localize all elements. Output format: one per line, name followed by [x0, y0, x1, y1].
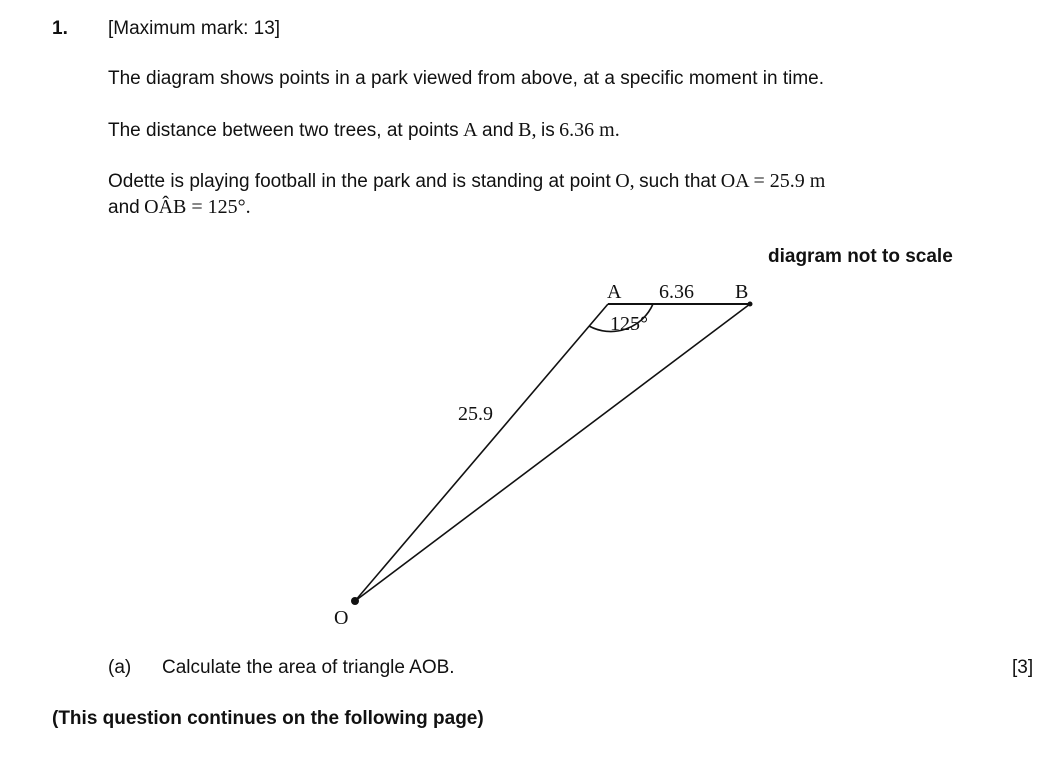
distance-value: 6.36 m.: [559, 119, 620, 141]
part-a-question: [162, 657, 455, 679]
part-a-text: Calculate the area of triangle AOB.: [162, 657, 455, 678]
part-a-label: (a): [108, 657, 132, 678]
diagram-note: diagram not to scale: [768, 246, 953, 267]
part-a-marks: [3]: [1012, 657, 1034, 678]
segment-oa: [355, 304, 608, 601]
point-a-text: A: [463, 119, 478, 141]
point-o-dot: [351, 597, 359, 605]
point-b-text: B,: [518, 119, 537, 141]
question-number: 1.: [52, 18, 68, 39]
max-mark: [Maximum mark: 13]: [108, 18, 281, 39]
angle-equation: OÂB = 125°.: [144, 196, 251, 218]
label-b: B: [735, 281, 749, 303]
segment-ob: [355, 304, 750, 601]
continuation-footer: (This question continues on the following page): [52, 708, 484, 729]
point-o-text: O,: [615, 170, 635, 192]
intro-text: The diagram shows points in a park viewed from above, at a specific moment in time.: [108, 68, 824, 89]
and-text-2: and: [108, 197, 140, 218]
distance-prefix: The distance between two trees, at points: [108, 120, 459, 141]
label-angle: 125°: [610, 313, 648, 335]
label-oa-length: 25.9: [458, 403, 493, 425]
odette-text: Odette is playing football in the park and is standing at point: [108, 171, 611, 192]
and-text: and: [482, 120, 514, 141]
such-that-text: such that: [639, 171, 717, 192]
label-ab-length: 6.36: [659, 281, 694, 303]
label-o: O: [334, 607, 349, 629]
oa-equation: OA = 25.9 m: [720, 170, 826, 192]
label-a: A: [607, 281, 622, 303]
is-text: is: [540, 120, 555, 141]
